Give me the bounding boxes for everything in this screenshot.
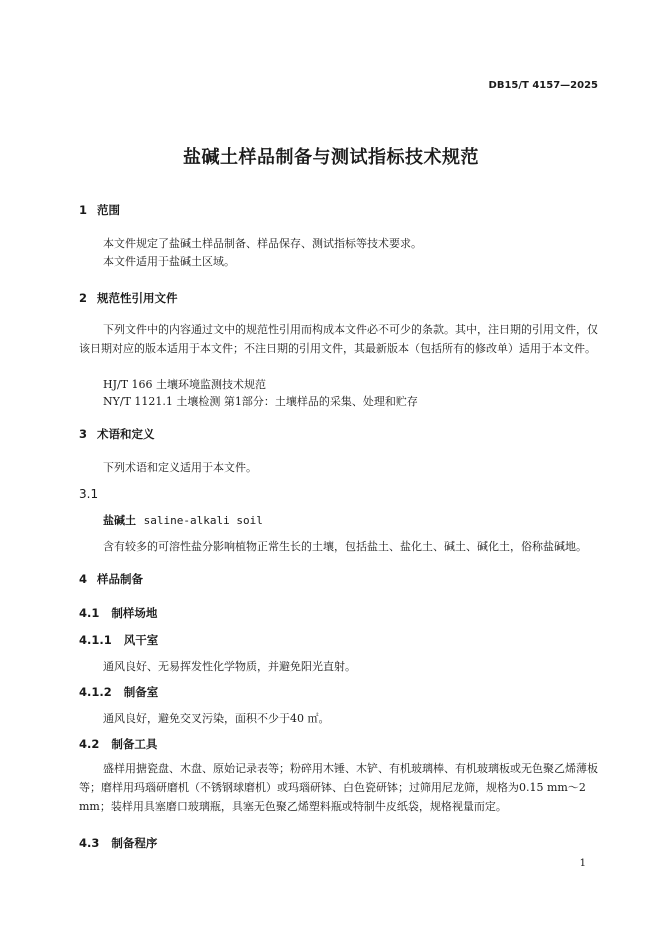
paragraph: 本文件适用于盐碱土区域。 bbox=[103, 255, 235, 268]
standard-code: DB15/T 4157—2025 bbox=[488, 80, 598, 91]
page-number: 1 bbox=[579, 858, 586, 869]
subsection-4-1-2-heading bbox=[79, 684, 158, 700]
section-number: 4 bbox=[79, 572, 88, 586]
term-number: 3.1 bbox=[79, 487, 99, 501]
term-en: saline-alkali soil bbox=[143, 514, 263, 527]
section-4-heading bbox=[79, 571, 143, 587]
paragraph: 本文件规定了盐碱土样品制备、样品保存、测试指标等技术要求。 bbox=[103, 237, 422, 250]
reference-item: NY/T 1121.1 土壤检测 第1部分：土壤样品的采集、处理和贮存 bbox=[103, 395, 418, 408]
section-title: 样品制备 bbox=[97, 572, 143, 586]
subsection-4-1-1-heading bbox=[79, 632, 158, 648]
section-title: 术语和定义 bbox=[97, 427, 155, 441]
section-title: 制样场地 bbox=[111, 606, 158, 620]
section-number: 4.3 bbox=[79, 836, 100, 850]
section-title: 风干室 bbox=[123, 633, 159, 647]
section-number: 4.2 bbox=[79, 737, 100, 751]
section-number: 2 bbox=[79, 291, 88, 305]
section-title: 范围 bbox=[97, 203, 120, 217]
reference-item: HJ/T 166 土壤环境监测技术规范 bbox=[103, 378, 267, 391]
paragraph: 下列术语和定义适用于本文件。 bbox=[103, 461, 257, 474]
subsection-4-1-heading bbox=[79, 605, 157, 621]
term-entry bbox=[103, 512, 263, 528]
term-cn: 盐碱土 bbox=[103, 514, 136, 527]
paragraph: 通风良好、无易挥发性化学物质，并避免阳光直射。 bbox=[103, 660, 356, 673]
document-title: 盐碱土样品制备与测试指标技术规范 bbox=[183, 147, 479, 168]
subsection-4-2-heading bbox=[79, 736, 157, 752]
section-title: 制备室 bbox=[123, 685, 159, 699]
section-number: 3 bbox=[79, 427, 88, 441]
paragraph: 盛样用搪瓷盘、木盘、原始记录表等；粉碎用木锤、木铲、有机玻璃棒、有机玻璃板或无色聚乙烯薄板等；磨样用玛瑙研磨机（不锈钢球磨机）或玛瑙研钵、白色瓷研钵；过筛用尼龙筛，规格为0.15 mm～2 mm；装样用具塞磨口玻璃瓶，具塞无色聚乙烯塑料瓶或特制牛皮纸袋，规格视量而定。 bbox=[79, 762, 598, 813]
section-number: 4.1.1 bbox=[79, 633, 112, 647]
term-definition: 含有较多的可溶性盐分影响植物正常生长的土壤，包括盐土、盐化土、碱土、碱化土，俗称盐碱地。 bbox=[103, 540, 587, 553]
paragraph: 通风良好，避免交叉污染，面积不少于40 ㎡。 bbox=[103, 712, 330, 725]
section-title: 制备工具 bbox=[111, 737, 158, 751]
section-number: 4.1 bbox=[79, 606, 100, 620]
section-number: 1 bbox=[79, 203, 88, 217]
section-number: 4.1.2 bbox=[79, 685, 112, 699]
paragraph: 下列文件中的内容通过文中的规范性引用而构成本文件必不可少的条款。其中，注日期的引用文件，仅该日期对应的版本适用于本文件；不注日期的引用文件，其最新版本（包括所有的修改单）适用于本文件。 bbox=[79, 323, 598, 355]
section-title: 制备程序 bbox=[111, 836, 158, 850]
section-1-heading bbox=[79, 202, 120, 218]
section-title: 规范性引用文件 bbox=[97, 291, 178, 305]
section-2-heading bbox=[79, 290, 178, 306]
subsection-4-3-heading bbox=[79, 835, 157, 851]
section-3-heading bbox=[79, 426, 155, 442]
